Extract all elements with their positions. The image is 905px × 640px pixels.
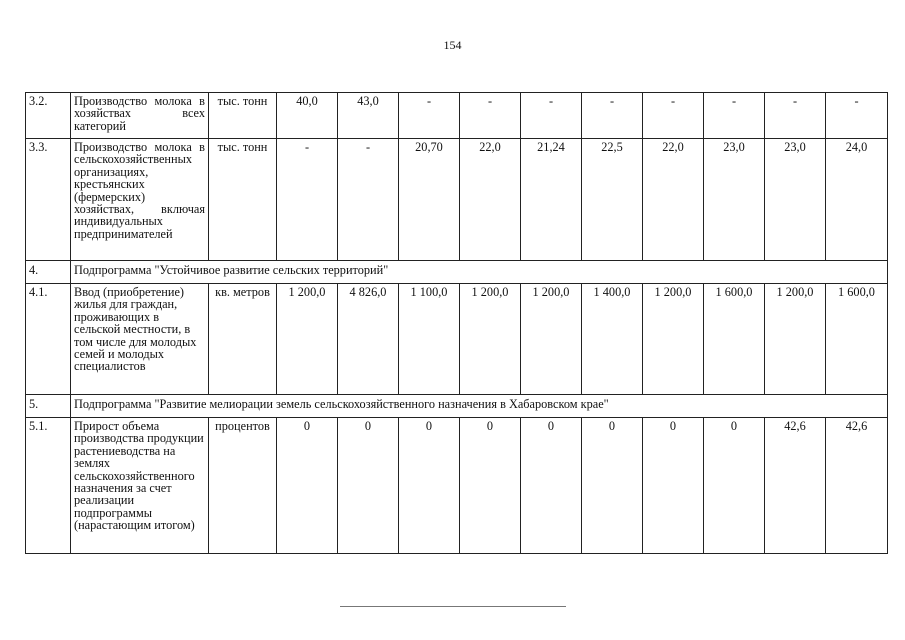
row-value: - <box>399 93 460 139</box>
row-value: 1 400,0 <box>582 284 643 395</box>
row-value: - <box>765 93 826 139</box>
row-unit: кв. метров <box>209 284 277 395</box>
row-value: - <box>643 93 704 139</box>
row-value: 22,0 <box>643 139 704 261</box>
section-code: 4. <box>26 261 71 284</box>
row-value: 1 200,0 <box>765 284 826 395</box>
section-title: Подпрограмма "Устойчивое развитие сельских территорий" <box>71 261 888 284</box>
row-indicator-name: Ввод (приобретение) жилья для граждан, проживающих в сельской местности, в том числе для молодых семей и молодых специалистов <box>71 284 209 395</box>
row-value: 1 100,0 <box>399 284 460 395</box>
row-value: 40,0 <box>277 93 338 139</box>
row-value: 0 <box>399 418 460 554</box>
section-title: Подпрограмма "Развитие мелиорации земель сельскохозяйственного назначения в Хабаровском крае" <box>71 395 888 418</box>
row-value: - <box>582 93 643 139</box>
row-code: 3.3. <box>26 139 71 261</box>
row-value: - <box>704 93 765 139</box>
row-value: 42,6 <box>765 418 826 554</box>
table-row <box>26 284 888 395</box>
row-value: 23,0 <box>765 139 826 261</box>
section-row <box>26 395 888 418</box>
row-value: - <box>460 93 521 139</box>
row-value: 1 200,0 <box>521 284 582 395</box>
table-row <box>26 418 888 554</box>
row-value: - <box>826 93 888 139</box>
row-value: 43,0 <box>338 93 399 139</box>
row-code: 5.1. <box>26 418 71 554</box>
row-value: 21,24 <box>521 139 582 261</box>
row-unit: тыс. тонн <box>209 93 277 139</box>
row-value: 0 <box>460 418 521 554</box>
row-value: 1 600,0 <box>826 284 888 395</box>
row-value: 22,5 <box>582 139 643 261</box>
section-row <box>26 261 888 284</box>
indicators-table <box>25 92 888 554</box>
row-unit: процентов <box>209 418 277 554</box>
section-code: 5. <box>26 395 71 418</box>
row-indicator-name: Производство молока в сельскохозяйственных организациях, крестьянских (фермерских) хозяйствах, включая индивидуальных предпринимателей <box>71 139 209 261</box>
row-value: 1 200,0 <box>277 284 338 395</box>
row-value: 0 <box>643 418 704 554</box>
row-value: 23,0 <box>704 139 765 261</box>
row-value: - <box>277 139 338 261</box>
row-unit: тыс. тонн <box>209 139 277 261</box>
row-code: 4.1. <box>26 284 71 395</box>
row-value: - <box>338 139 399 261</box>
row-code: 3.2. <box>26 93 71 139</box>
row-value: 22,0 <box>460 139 521 261</box>
row-value: 0 <box>704 418 765 554</box>
table-row <box>26 139 888 261</box>
row-value: 0 <box>338 418 399 554</box>
row-value: 1 200,0 <box>643 284 704 395</box>
row-value: 42,6 <box>826 418 888 554</box>
row-value: 0 <box>277 418 338 554</box>
row-value: - <box>521 93 582 139</box>
row-value: 20,70 <box>399 139 460 261</box>
row-indicator-name: Прирост объема производства продукции растениеводства на землях сельскохозяйственного назначения за счет реализации подпрограммы (нарастающим итогом) <box>71 418 209 554</box>
row-value: 0 <box>582 418 643 554</box>
page-number: 154 <box>443 38 462 52</box>
row-value: 4 826,0 <box>338 284 399 395</box>
table-row <box>26 93 888 139</box>
row-value: 1 600,0 <box>704 284 765 395</box>
row-value: 1 200,0 <box>460 284 521 395</box>
row-indicator-name: Производство молока в хозяйствах всех категорий <box>71 93 209 139</box>
row-value: 0 <box>521 418 582 554</box>
row-value: 24,0 <box>826 139 888 261</box>
footnote-separator <box>340 606 566 607</box>
